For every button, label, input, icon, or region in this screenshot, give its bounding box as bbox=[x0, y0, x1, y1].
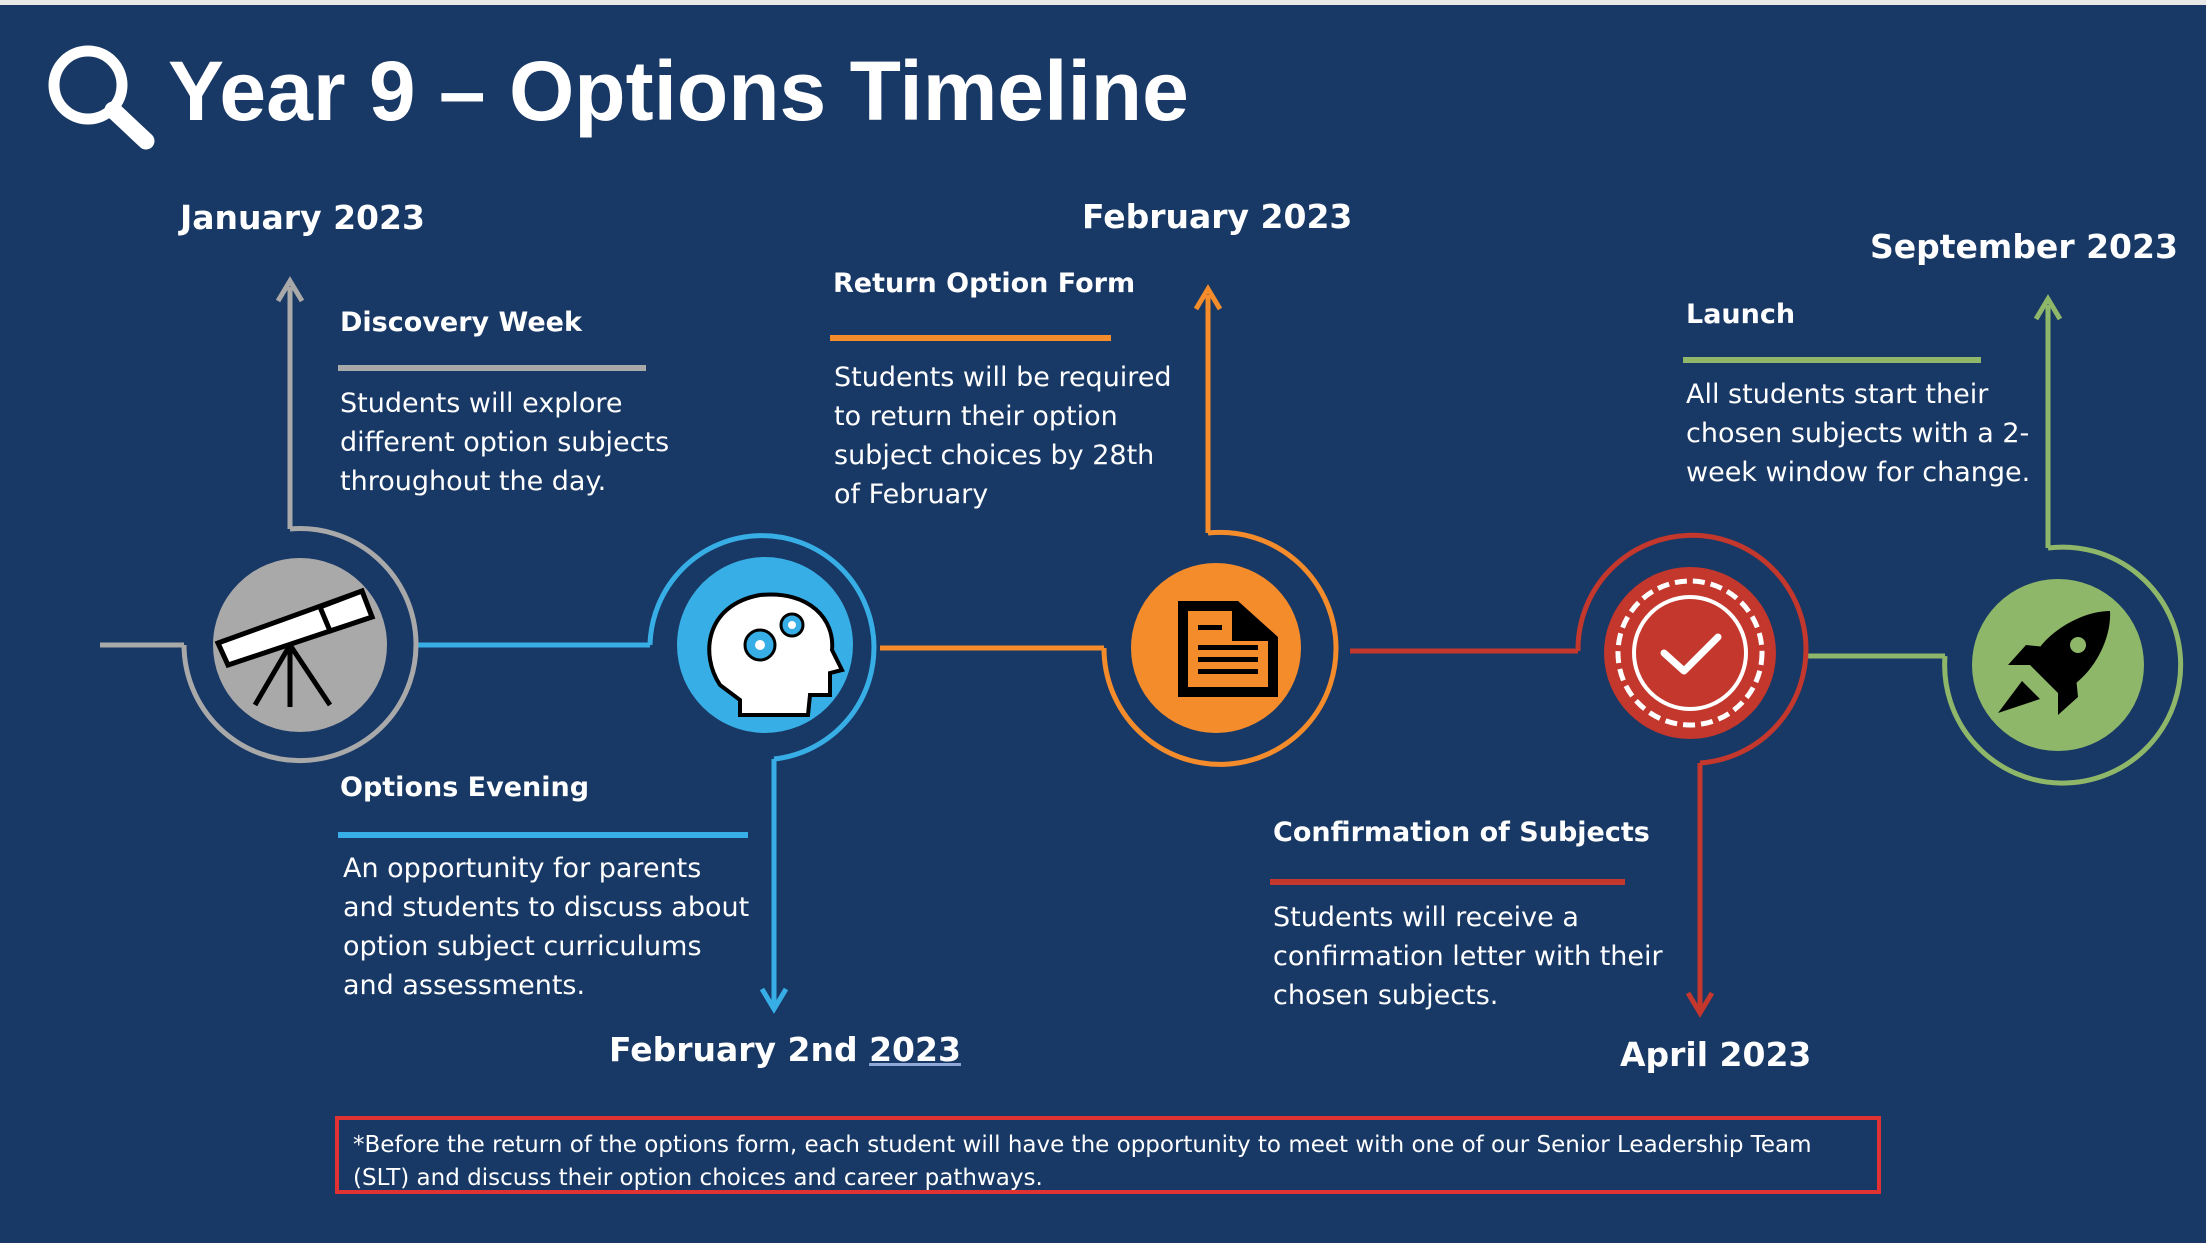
heading-launch: Launch bbox=[1686, 299, 1796, 330]
footnote-box: *Before the return of the options form, each student will have the opportunity to meet with one of our Senior Leadership Team (SLT) and discuss their option choices and career pathways. bbox=[335, 1116, 1881, 1194]
timeline-graphic bbox=[0, 5, 2206, 1243]
body-discovery-week: Students will explore different option subjects throughout the day. bbox=[340, 388, 670, 497]
body-options-evening: An opportunity for parents and students to discuss about option subject curriculums and assessments. bbox=[343, 853, 750, 1001]
date-february: February 2023 bbox=[1082, 197, 1353, 236]
date-february-2nd-year: 2023 bbox=[869, 1030, 961, 1069]
rule-confirmation bbox=[1270, 879, 1625, 885]
node-launch bbox=[1945, 299, 2181, 783]
search-icon bbox=[54, 51, 146, 141]
heading-return-option-form: Return Option Form bbox=[833, 268, 1136, 299]
rule-discovery bbox=[338, 365, 646, 371]
rule-evening bbox=[338, 832, 748, 838]
body-return-option-form: Students will be required to return their option subject choices by 28th of February bbox=[834, 362, 1172, 510]
page-title: Year 9 – Options Timeline bbox=[168, 44, 1189, 138]
date-february-2nd-prefix: February 2nd bbox=[609, 1030, 870, 1069]
slide bbox=[0, 5, 2206, 1243]
node-discovery bbox=[184, 281, 416, 761]
date-february-2nd bbox=[609, 1030, 961, 1070]
date-april: April 2023 bbox=[1620, 1035, 1812, 1074]
body-confirmation-of-subjects: Students will receive a confirmation letter with their chosen subjects. bbox=[1273, 902, 1663, 1011]
rule-launch bbox=[1683, 357, 1981, 363]
date-january: January 2023 bbox=[180, 198, 425, 237]
date-september: September 2023 bbox=[1870, 227, 2178, 266]
body-launch: All students start their chosen subjects with a 2- week window for change. bbox=[1686, 379, 2031, 488]
heading-options-evening: Options Evening bbox=[340, 772, 590, 803]
heading-confirmation-of-subjects: Confirmation of Subjects bbox=[1273, 817, 1650, 848]
rule-return-form bbox=[830, 335, 1111, 341]
heading-discovery-week: Discovery Week bbox=[340, 307, 582, 338]
